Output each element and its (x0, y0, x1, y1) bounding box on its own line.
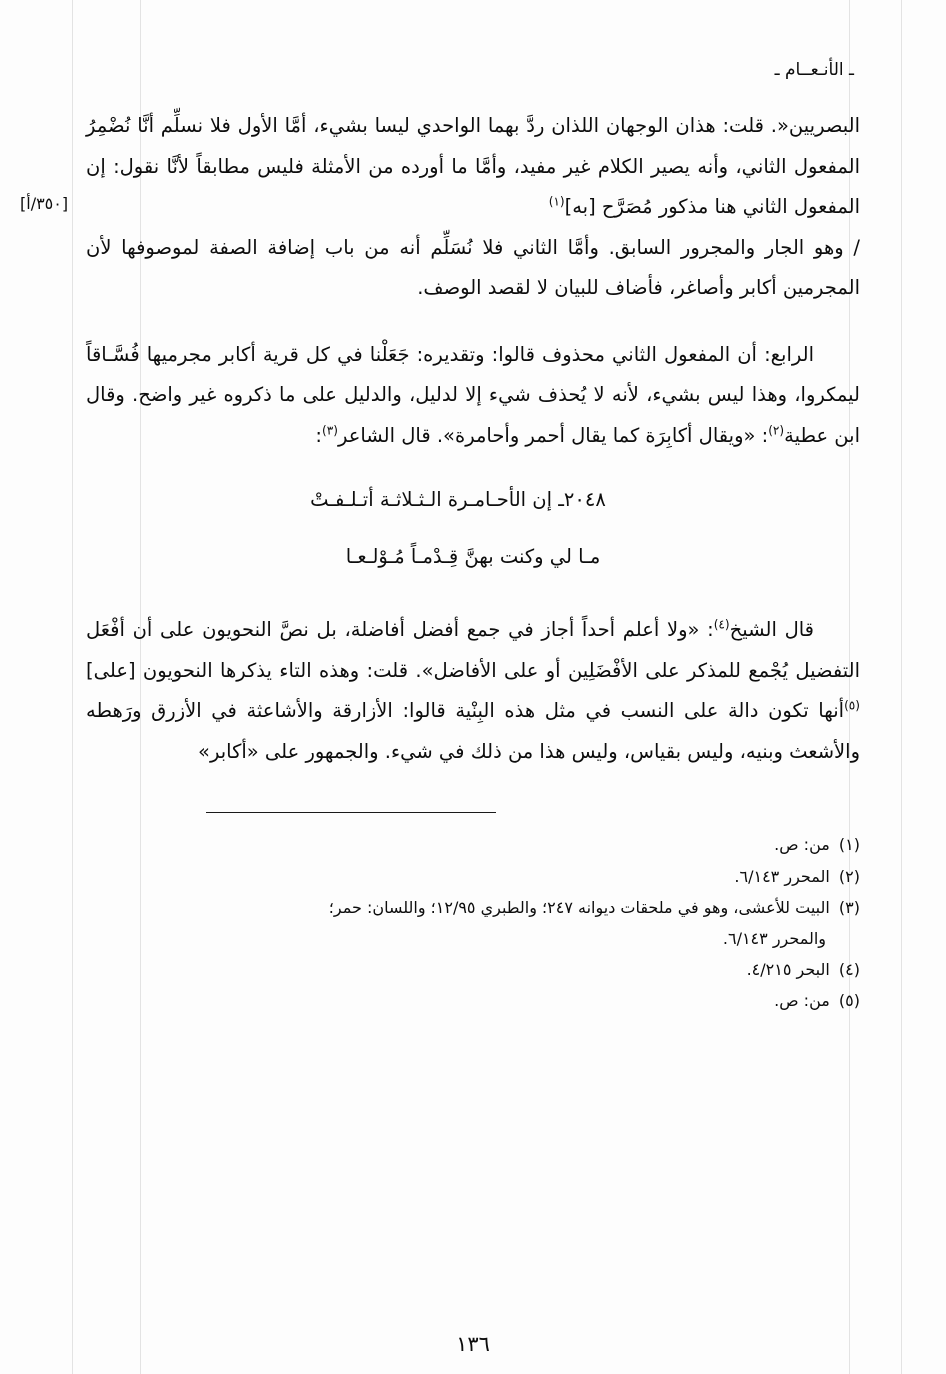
footnotes-block (86, 829, 860, 1016)
footnote-number: (٥) (838, 991, 860, 1011)
paragraph-2 (86, 228, 860, 309)
verse-text-first: إن الأحـامـرة الـثـلاثـة أتـلـفـتْ (310, 488, 552, 512)
paragraph-3-text: الرابع: أن المفعول الثاني محذوف قالوا: وتقديره: جَعَلْنا في كل قرية أكابر مجرميها فُسَّـاقاً ليمكروا، وهذا ليس بشيء، لأنه لا يُحذف شيء إلا لدليل، والدليل على ما ذكروه غير واضح. وقال ابن عطية (86, 342, 860, 447)
footnote-text: البحر ٤/٢١٥. (746, 960, 830, 980)
footnote-marker-4: (٤) (713, 617, 730, 632)
paragraph-3 (86, 335, 860, 457)
verse-number: ٢٠٤٨ـ (558, 488, 606, 512)
folio-marker: [٣٥٠/أ] (20, 194, 69, 214)
paragraph-2-text: / وهو الجار والمجرور السابق. وأمَّا الثاني فلا نُسَلِّم أنه من باب إضافة الصفة لموصوفها لأن المجرمين أكابر وأصاغر، فأضاف للبيان لا لقصد الوصف. (86, 235, 860, 300)
footnote-marker-1: (١) (548, 194, 565, 209)
footnote-text: البيت للأعشى، وهو في ملحقات ديوانه ٢٤٧؛ والطبري ١٢/٩٥؛ واللسان: حمر؛ (328, 897, 830, 917)
running-head: ـ الأنـعــام ـ (774, 60, 854, 80)
verse-line-first (86, 480, 860, 521)
footnote-marker-5: (٥) (844, 698, 860, 713)
footnote-item (204, 892, 860, 923)
footnote-item (204, 954, 860, 985)
paragraph-5 (86, 610, 860, 772)
footnote-number: (٤) (838, 960, 860, 980)
paragraph-7-text: أنها تكون دالة على النسب في مثل هذه البِنْية قالوا: الأزارقة والأشاعثة في الأزرق ورَهطه والأشعث وبنيه، وليس بقياس، وليس هذا من ذلك في شيء. والجمهور على «أكابر» (86, 699, 860, 763)
paragraph-1 (20, 106, 860, 228)
footnote-marker-2: (٢) (768, 423, 785, 438)
page-content (20, 60, 860, 1334)
paragraph-5-text: قال الشيخ (729, 618, 815, 642)
verse-line-second: مـا لي وكنت بهنَّ قِـدْمـاً مُـوْلـعـا (345, 545, 601, 569)
footnote-item (204, 829, 860, 860)
footnote-item (204, 985, 860, 1016)
scan-artifact-line (72, 0, 73, 1374)
footnote-item (204, 861, 860, 892)
paragraph-gap (86, 309, 860, 335)
scan-artifact-line (901, 0, 902, 1374)
verse-colon: : (315, 423, 322, 447)
page-number: ١٣٦ (456, 1332, 490, 1356)
paragraph-gap (86, 584, 860, 610)
footnote-marker-3: (٣) (322, 423, 338, 438)
footnote-number: (١) (838, 835, 860, 855)
verse-block (86, 480, 860, 578)
footnote-continuation: والمحرر ٦/١٤٣. (722, 929, 826, 948)
footnote-text: المحرر ٦/١٤٣. (734, 866, 830, 886)
footnote-separator (206, 812, 496, 813)
paragraph-1-text: البصريين«. قلت: هذان الوجهان اللذان ردَّ بهما الواحدي ليسا بشيء، أمَّا الأول فلا نسلِّم أنَّا نُضْمِرُ المفعول الثاني، وأنه يصير الكلام غير مفيد، وأمَّا ما أورده من الأمثلة فليس مطابقاً لأنَّا نقول: إن المفعول الثاني هنا مذكور مُصَرَّح [به] (86, 114, 860, 219)
footnote-number: (٢) (838, 866, 860, 886)
footnote-text: من: ص. (774, 835, 830, 855)
paragraph-6-text: : «ولا أعلم أحداً أجاز في جمع أفضل أفاضلة، بل نصَّ النحويون على أن أفْعَل التفضيل يُجْمع للمذكر على الأفْضَلِين أو على الأفاضل». قلت: وهذه التاء يذكرها النحويون [على] (86, 618, 860, 682)
footnote-text: من: ص. (774, 991, 830, 1011)
footnote-number: (٣) (838, 897, 860, 917)
paragraph-4-text: : «ويقال أكابِرَة كما يقال أحمر وأحامرة». قال الشاعر (337, 423, 769, 447)
